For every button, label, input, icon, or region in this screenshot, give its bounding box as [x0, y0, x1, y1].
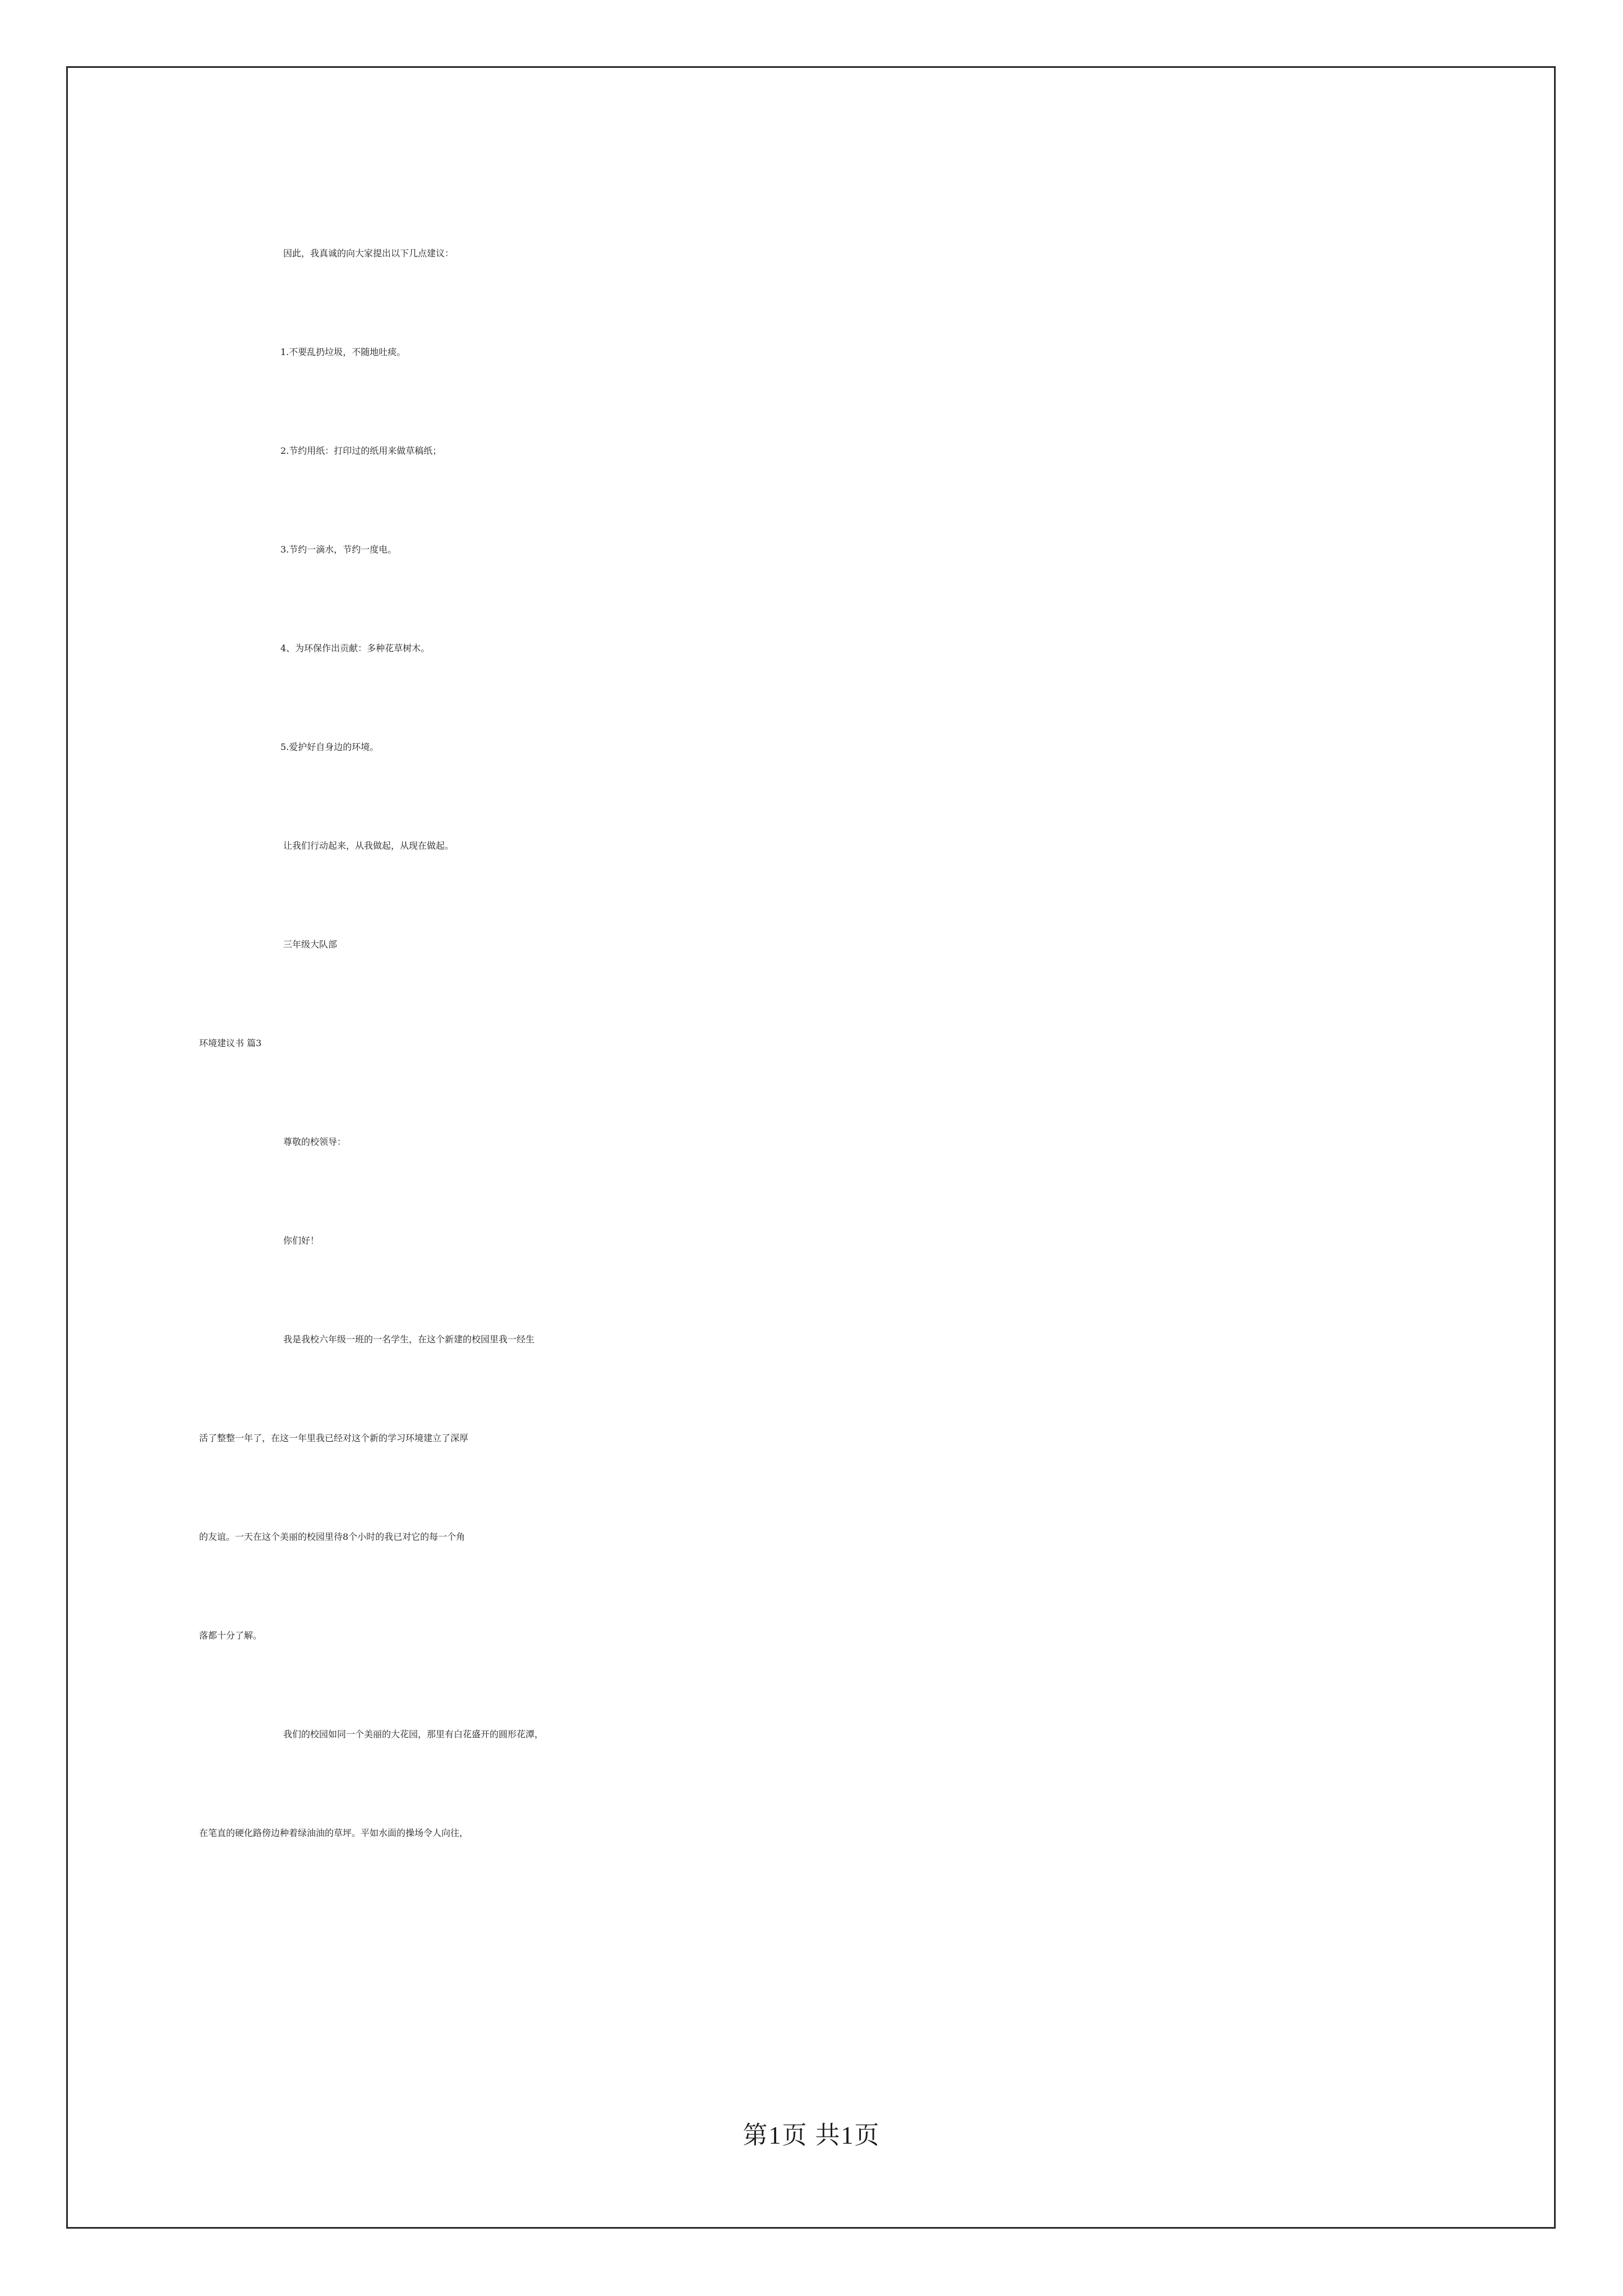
paragraph-line: 活了整整一年了，在这一年里我已经对这个新的学习环境建立了深厚 [199, 1433, 469, 1443]
paragraph-line: 在笔直的硬化路傍边种着绿油油的草坪。平如水面的操场令人向往， [199, 1828, 469, 1838]
greeting: 你们好！ [283, 1235, 320, 1246]
paragraph-line: 落都十分了解。 [199, 1630, 262, 1641]
section-heading: 环境建议书 篇3 [199, 1038, 262, 1048]
paragraph-line: 我是我校六年级一班的一名学生，在这个新建的校园里我一经生 [283, 1334, 535, 1345]
page-footer: 第1页 共1页 [743, 2122, 880, 2149]
list-item: 5.爱护好自身边的环境。 [280, 742, 379, 752]
signature-line: 三年级大队部 [283, 939, 338, 950]
paragraph-line: 我们的校园如同一个美丽的大花园，那里有白花盛开的圆形花潭， [283, 1729, 544, 1740]
list-item: 2.节约用纸：打印过的纸用来做草稿纸； [280, 445, 442, 456]
list-item: 1.不要乱扔垃圾，不随地吐痰。 [280, 347, 406, 357]
paragraph-line: 让我们行动起来，从我做起，从现在做起。 [283, 840, 454, 851]
paragraph-line: 的友谊。一天在这个美丽的校园里待8个小时的我已对它的每一个角 [199, 1531, 465, 1542]
salutation: 尊敬的校领导： [283, 1137, 347, 1147]
paragraph-line: 因此，我真诚的向大家提出以下几点建议： [283, 248, 454, 259]
list-item: 3.节约一滴水，节约一度电。 [280, 544, 397, 555]
list-item: 4、为环保作出贡献：多种花草树木。 [280, 643, 430, 654]
